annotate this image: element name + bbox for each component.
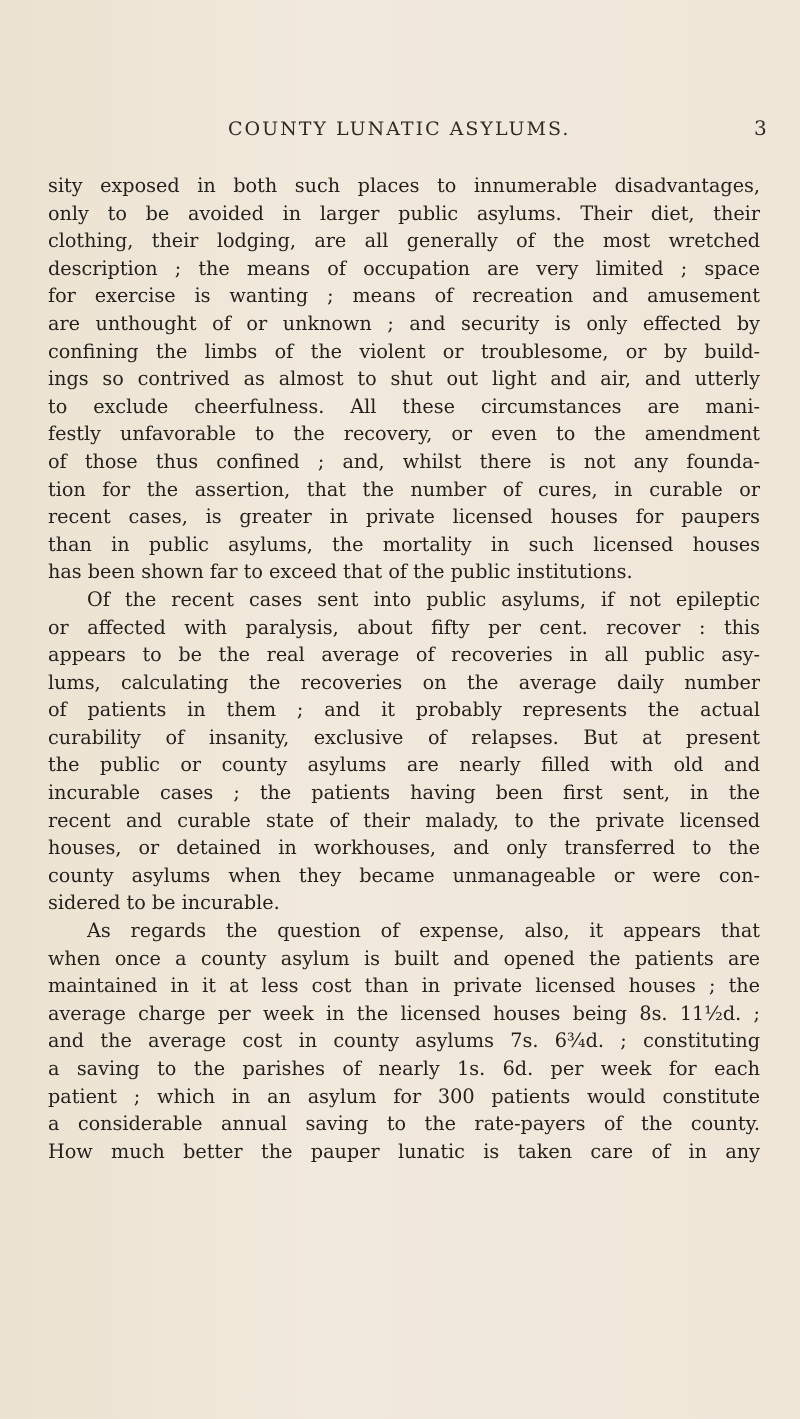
- page-header: [0, 118, 800, 148]
- page-number: 3: [754, 116, 767, 140]
- body-text: [48, 172, 760, 1165]
- text-line: of patients in them ; and it probably represents the actual: [48, 698, 760, 722]
- text-line: How much better the pauper lunatic is taken care of in any: [48, 1139, 760, 1163]
- text-line: recent cases, is greater in private licensed houses for paupers: [48, 505, 760, 529]
- text-line: the public or county asylums are nearly filled with old and: [48, 753, 760, 777]
- text-line: confining the limbs of the violent or troublesome, or by build-: [48, 339, 760, 363]
- text-line: appears to be the real average of recoveries in all public asy-: [48, 643, 760, 667]
- paragraph: [48, 917, 760, 1165]
- text-line: of those thus confined ; and, whilst there is not any founda-: [48, 449, 760, 473]
- text-line: incurable cases ; the patients having been first sent, in the: [48, 781, 760, 805]
- text-line: when once a county asylum is built and opened the patients are: [48, 946, 760, 970]
- text-line: patient ; which in an asylum for 300 patients would constitute: [48, 1084, 760, 1108]
- text-line: to exclude cheerfulness. All these circumstances are mani-: [48, 394, 760, 418]
- text-line: a saving to the parishes of nearly 1s. 6d. per week for each: [48, 1057, 760, 1080]
- text-line: tion for the assertion, that the number of cures, in curable or: [48, 477, 760, 501]
- text-line: ings so contrived as almost to shut out light and air, and utterly: [48, 367, 760, 391]
- text-line: sidered to be incurable.: [48, 891, 280, 915]
- running-title: COUNTY LUNATIC ASYLUMS.: [228, 118, 571, 140]
- text-line: description ; the means of occupation are very limited ; space: [48, 256, 760, 280]
- text-line: a considerable annual saving to the rate-payers of the county.: [48, 1112, 760, 1136]
- text-line: average charge per week in the licensed houses being 8s. 11½d. ;: [48, 1001, 760, 1025]
- text-line: recent and curable state of their malady, to the private licensed: [48, 808, 760, 832]
- text-line: are unthought of or unknown ; and security is only effected by: [48, 311, 760, 335]
- text-line: curability of insanity, exclusive of relapses. But at present: [48, 725, 760, 749]
- text-line: has been shown far to exceed that of the public institutions.: [48, 560, 633, 584]
- text-line: sity exposed in both such places to innumerable disadvantages,: [48, 174, 760, 197]
- text-line: than in public asylums, the mortality in such licensed houses: [48, 532, 760, 556]
- text-line: clothing, their lodging, are all generally of the most wretched: [48, 229, 760, 253]
- text-line: houses, or detained in workhouses, and only transferred to the: [48, 836, 760, 860]
- paragraph: [48, 586, 760, 917]
- text-line: or affected with paralysis, about fifty per cent. recover : this: [48, 615, 760, 639]
- text-line: and the average cost in county asylums 7s. 6¾d. ; constituting: [48, 1029, 760, 1053]
- text-line: As regards the question of expense, also, it appears that: [87, 919, 760, 943]
- text-line: for exercise is wanting ; means of recreation and amusement: [48, 284, 760, 308]
- text-line: lums, calculating the recoveries on the average daily number: [48, 670, 760, 694]
- text-line: maintained in it at less cost than in private licensed houses ; the: [48, 974, 760, 998]
- text-line: only to be avoided in larger public asylums. Their diet, their: [48, 201, 760, 225]
- text-line: festly unfavorable to the recovery, or even to the amendment: [48, 422, 760, 446]
- paragraph: [48, 172, 760, 586]
- text-line: Of the recent cases sent into public asylums, if not epileptic: [87, 587, 760, 611]
- text-line: county asylums when they became unmanageable or were con-: [48, 863, 760, 887]
